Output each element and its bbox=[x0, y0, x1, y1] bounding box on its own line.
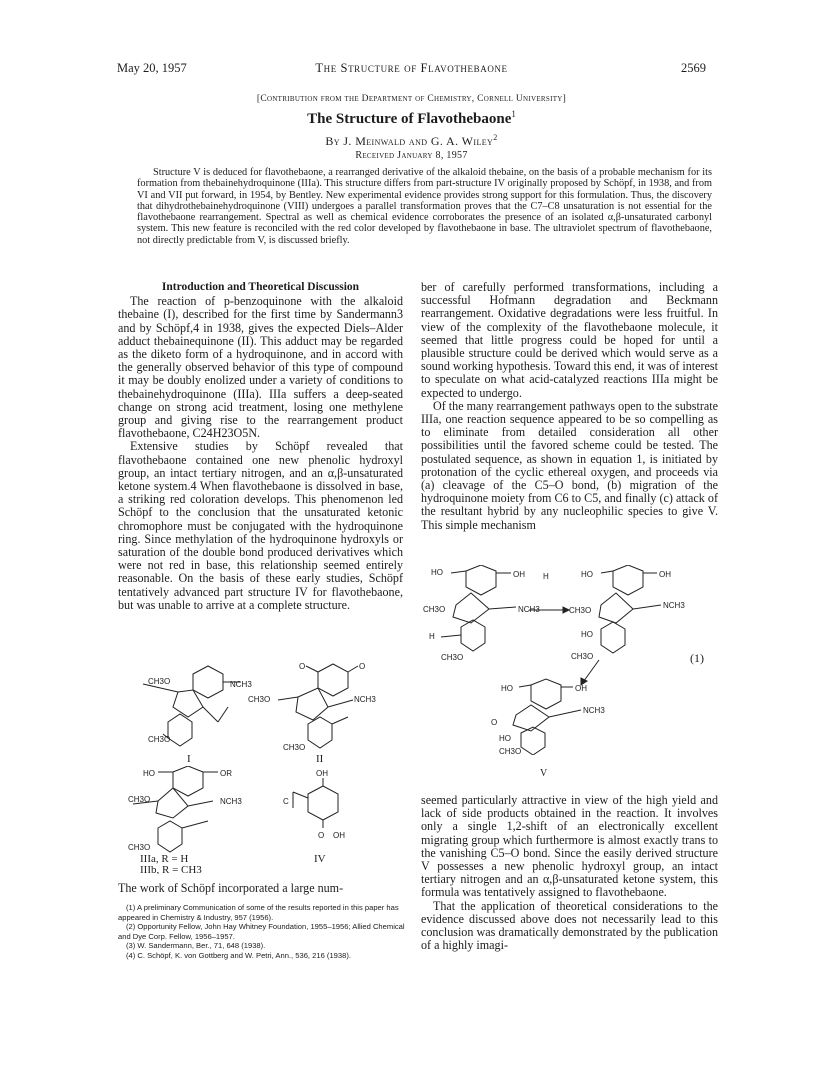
eq-iii-nch3: NCH3 bbox=[518, 605, 540, 614]
struct-iiib-label: IIIb, R = CH3 bbox=[140, 864, 202, 874]
struct-ii-nch3: NCH3 bbox=[354, 695, 376, 704]
eq-v-ho: HO bbox=[501, 684, 513, 693]
abstract: Structure V is deduced for flavothebaone, a rearranged derivative of the alkaloid thebaine, on the basis of a probable mechanism for its formation from thebainehydroquinone (IIIa). This structure differs from part-structure IV originally proposed by Schöpf, in 1938, and from VI and VII put forward, in 1954, by Bentley. New experimental evidence provides strong support for this formulation. Thus, the discovery that dihydrothebainehydroquinone (VIII) undergoes a parallel transformation proves that the C7–C8 unsaturation is not essential for the flavothebaone rearrangement. Spectral as well as chemical evidence corroborates the presence of an isolated α,β-unsaturated carbonyl system. This new feature is reconciled with the red color developed by flavothebaone in base. The ultraviolet spectrum of flavothebaone, not directly predictable from V, is discussed briefly. bbox=[137, 167, 712, 246]
struct-iv-oh-top: OH bbox=[316, 769, 328, 778]
right-column-continuation bbox=[421, 794, 718, 952]
struct-iii-or: OR bbox=[220, 769, 232, 778]
right-bottom-paragraph-2: That the application of theoretical considerations to the evidence discussed above does not necessarily lead to this conclusion was dramatically demonstrated by the publication of a highly imagi- bbox=[421, 898, 718, 953]
right-paragraph-1: ber of carefully performed transformations, including a successful Hofmann degradation and Beckmann rearrangement. Oxidative degradations were less fruitful. In view of the complexity of the flavothebaone molecule, it seemed that little progress could be hoped for until a plausible structure could be derived which would serve as a sound working hypothesis. Toward this end, it was of interest to speculate on what acid-catalyzed reactions IIIa might be expected to undergo. bbox=[421, 280, 718, 400]
authors-text: By J. Meinwald and G. A. Wiley bbox=[325, 134, 494, 148]
left-paragraph-1: The reaction of p-benzoquinone with the alkaloid thebaine (I), described for the first time by Sandermann3 and by Schöpf,4 in 1938, gives the expected Diels–Alder adduct thebainequinone (II). This adduct may be regarded as the diketo form of a hydroquinone, and in accord with the generally observed behavior of this type of compound it may be doubly enolized under a variety of conditions to thebainehydroquinone (IIIa). IIIa suffers a deep-seated change on strong acid treatment, losing one methylene group and giving rise to the rearrangement product flavothebaone, C24H23O5N. bbox=[118, 294, 403, 441]
right-column bbox=[421, 281, 718, 532]
footnote-2: (2) Opportunity Fellow, John Hay Whitney Foundation, 1955–1956; Allied Chemical and Dye Corp. Fellow, 1956–1957. bbox=[118, 922, 405, 941]
eq-intermediate-h: H bbox=[543, 572, 549, 581]
struct-iii-nch3: NCH3 bbox=[220, 797, 242, 806]
right-bottom-paragraph-1: seemed particularly attractive in view of the high yield and lack of side products obtained in the reaction. It involves only a single 1,2-shift of an electronically excellent migrating group which furthermore is almost exactly trans to the vanishing C5–O bond. Since the easily derived structure V possesses a new phenolic hydroxyl group, an intact tertiary nitrogen and an α,β-unsaturated ketone system, this formula was tentatively assigned to flavothebaone. bbox=[421, 793, 718, 900]
header-date: May 20, 1957 bbox=[117, 61, 187, 75]
footnote-4: (4) C. Schöpf, K. von Gottberg and W. Petri, Ann., 536, 216 (1938). bbox=[126, 950, 351, 960]
contribution-line: [Contribution from the Department of Chemistry, Cornell University] bbox=[256, 94, 567, 104]
struct-iii-ho: HO bbox=[143, 769, 155, 778]
footnotes bbox=[118, 903, 408, 960]
header-page-number: 2569 bbox=[681, 61, 706, 75]
left-column bbox=[118, 281, 403, 612]
authors-line bbox=[0, 133, 823, 149]
struct-iv-c: C bbox=[283, 797, 289, 806]
eq-v-nch3: NCH3 bbox=[583, 706, 605, 715]
struct-i-label: I bbox=[187, 753, 191, 765]
eq-mid-nch3: NCH3 bbox=[663, 601, 685, 610]
struct-ii-ch3o: CH3O bbox=[248, 695, 271, 704]
struct-iv-o: O bbox=[318, 831, 325, 840]
footnote-1: (1) A preliminary Communication of some of the results reported in this paper has appeared in Chemistry & Industry, 957 (1956). bbox=[118, 903, 399, 922]
section-heading: Introduction and Theoretical Discussion bbox=[161, 281, 360, 293]
struct-iiia-label: IIIa, R = H bbox=[140, 853, 189, 865]
struct-i-nch3: NCH3 bbox=[230, 680, 252, 689]
eq-v-ho-lower: HO bbox=[499, 734, 511, 743]
received-date: Received January 8, 1957 bbox=[355, 150, 468, 161]
left-paragraph-2: Extensive studies by Schöpf revealed that flavothebaone contained one new phenolic hydroxyl group, an intact tertiary nitrogen, and an α,β-unsaturated ketone system.4 When flavothebaone is dissolved in base, a striking red coloration develops. This phenomenon led Schöpf to the conclusion that the unsaturated ketonic chromophore must be conjugated with the hydroquinone ring. Since methylation of the hydroquinone hydroxyls or saturation of the double bond produced derivatives which were not red in base, this relationship seemed entirely reasonable. On the basis of these early studies, Schöpf tentatively advanced part structure IV for flavothebaone, but was unable to arrive at a complete structure. bbox=[118, 439, 403, 612]
struct-v-label: V bbox=[540, 768, 548, 779]
title-footnote-marker: 1 bbox=[511, 109, 516, 119]
footnote-3: (3) W. Sandermann, Ber., 71, 648 (1938). bbox=[126, 941, 266, 950]
authors-footnote-marker: 2 bbox=[493, 133, 498, 142]
struct-ii-o-left: O bbox=[299, 662, 306, 671]
struct-i-ch3o: CH3O bbox=[148, 677, 171, 686]
eq-mid-ch3o-lower: CH3O bbox=[571, 652, 594, 661]
eq-v-o: O bbox=[491, 718, 498, 727]
eq-iii-ch3o-lower: CH3O bbox=[441, 653, 464, 662]
struct-ii-o-right: O bbox=[359, 662, 366, 671]
eq-mid-ho-lower: HO bbox=[581, 630, 593, 639]
eq-iii-h: H bbox=[429, 632, 435, 641]
eq-iii-ch3o: CH3O bbox=[423, 605, 446, 614]
structures-i-ii-figure bbox=[118, 662, 408, 767]
struct-i-ch3o-lower: CH3O bbox=[148, 735, 171, 744]
article-title-text: The Structure of Flavothebaone bbox=[307, 111, 512, 127]
struct-iv-label: IV bbox=[314, 853, 326, 865]
header-running-title: The Structure of Flavothebaone bbox=[315, 61, 508, 75]
struct-ii-ch3o-lower: CH3O bbox=[283, 743, 306, 752]
equation-1-scheme bbox=[421, 565, 721, 755]
eq-v-ch3o: CH3O bbox=[499, 747, 522, 755]
struct-iii-ch3o-lower: CH3O bbox=[128, 843, 151, 852]
struct-iv-oh-bottom: OH bbox=[333, 831, 345, 840]
eq-mid-oh: OH bbox=[659, 570, 671, 579]
equation-number: (1) bbox=[690, 651, 704, 665]
structures-iii-iv-figure bbox=[118, 766, 408, 874]
eq-iii-ho: HO bbox=[431, 568, 443, 577]
eq-mid-ho: HO bbox=[581, 570, 593, 579]
eq-v-oh: OH bbox=[575, 684, 587, 693]
eq-mid-ch3o: CH3O bbox=[569, 606, 592, 615]
right-paragraph-2: Of the many rearrangement pathways open to the substrate IIIa, one reaction sequence appeared to be so compelling as to eliminate from detailed consideration all other possibilities until the favored scheme could be tested. The postulated sequence, as shown in equation 1, is initiated by protonation of the cyclic ethereal oxygen, and proceeds via (a) cleavage of the C5–O bond, (b) migration of the hydroquinone moiety from C6 to C5, and finally (c) attack of the resultant hybrid by any nucleophilic species to give V. This simple mechanism bbox=[421, 398, 718, 532]
struct-iii-ch3o: CH3O bbox=[128, 795, 151, 804]
struct-ii-label: II bbox=[316, 753, 324, 765]
article-title bbox=[0, 109, 823, 128]
left-column-continuation: The work of Schöpf incorporated a large num- bbox=[118, 881, 344, 895]
eq-iii-oh: OH bbox=[513, 570, 525, 579]
